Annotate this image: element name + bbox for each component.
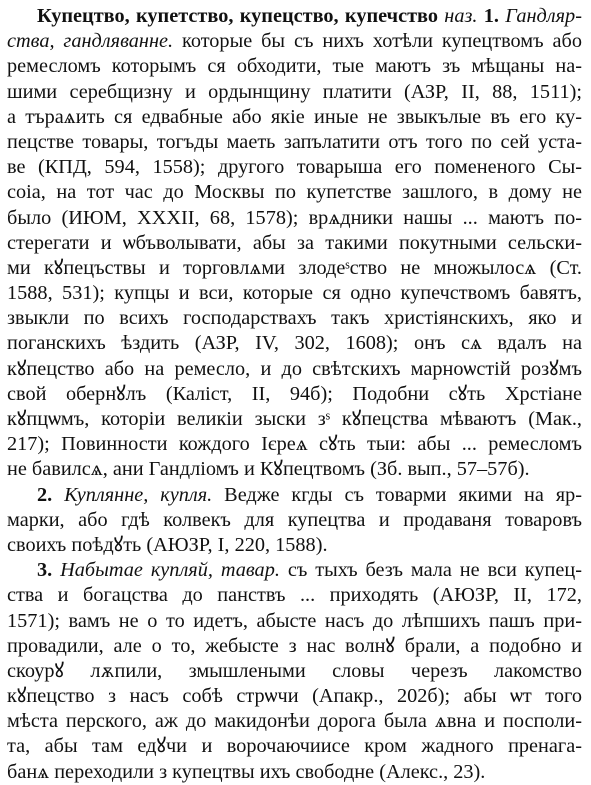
- text-line: шими серебщизну и ордынщину платити (АЗР, II, 88, 1511);: [7, 80, 582, 103]
- text-line: кꙋпцѡмъ, которіи великіи зыски зˢ кꙋпецства мѣваютъ (Мак.,: [7, 408, 582, 430]
- text-line: поганскихъ ѣздить (АЗР, IV, 302, 1608); онъ сѧ вдалъ на: [7, 332, 582, 355]
- text-line: звыкли по всихъ господарствахъ такъ христіянскихъ, яко и: [7, 307, 582, 330]
- text-line: соіа, на тот час до Москвы по купетстве зашлого, в дому не: [7, 181, 582, 204]
- sense-2-first-line: [7, 483, 582, 508]
- sense-3-first-line: [7, 558, 582, 583]
- text-line: своихъ поѣдꙋть (АЮЗР, I, 220, 1588).: [7, 533, 328, 556]
- quotation: которые бы съ нихъ хотѣли купецтвомъ або: [182, 30, 582, 53]
- text-line: ства и богацства до панствъ ... приходять (АЮЗР, II, 172,: [7, 584, 582, 607]
- quotation: Ведже кгды съ товарми якими на яр-: [224, 483, 582, 506]
- entry-first-line: [7, 4, 582, 29]
- text-line: ремесломъ которымъ ся обходити, тые маютъ зъ мѣщаны на-: [7, 55, 582, 78]
- text-line: пецстве товары, тогъды маеть запълатити отъ того по сей уста-: [7, 130, 582, 153]
- sense-gloss: Набытае купляй, тавар.: [60, 559, 280, 582]
- text-line: ве (КПД, 594, 1558); другого товарыша его помененого Сы-: [7, 156, 582, 179]
- text-line: было (ИЮМ, XXXII, 68, 1578); врѧдники нашы ... маютъ по-: [7, 206, 582, 229]
- sense-number: 2.: [37, 483, 53, 506]
- text-line: мѣста перского, аж до макидонѣи дорога была ѧвна и посполи-: [7, 710, 582, 733]
- text-line: та, абы там едꙋчи и ворочаючиисе кром жадного пренага-: [7, 735, 582, 758]
- text-line: а търаѧить ся едвабные або якіе иные не звыкълые въ его ку-: [7, 105, 582, 128]
- text-line: скоурꙋ лѫпили, змышлеными словы черезъ лакомство: [7, 659, 582, 682]
- text-line: ми кꙋпецъствы и торговлѧми злодеˢство не множылосѧ (Ст.: [7, 256, 582, 279]
- text-line: не бавилсѧ, ани Гандлiомъ и Кꙋпецтвомъ (Зб. вып., 57–57б).: [7, 458, 530, 481]
- text-line: свой обернꙋлъ (Калiст, II, 94б); Подобни сꙋть Хрстіане: [7, 382, 582, 405]
- text-line: стерегати и ѡбъволывати, абы за такими покутными сельски-: [7, 231, 582, 254]
- sense-gloss-start: Гандляр-: [505, 5, 582, 27]
- text-line: [7, 29, 582, 54]
- sense-gloss-end: ства, гандляванне.: [7, 30, 174, 53]
- text-line: кꙋпецство або на ремесло, и до свѣтскихъ марноѡстій розꙋмъ: [7, 357, 582, 380]
- text-line: марки, або гдѣ колвекъ для купецтва и продаваня товаровъ: [7, 508, 582, 531]
- text-line: банѧ переходили з купецтвы ихъ свободне (Алекс., 23).: [7, 760, 486, 783]
- headword: Купецтво, купетство, купецство, купечство: [37, 5, 438, 27]
- text-line: 1588, 531); купцы и вси, которые ся одно купечствомъ бавятъ,: [7, 282, 582, 305]
- sense-number: 1.: [483, 5, 499, 27]
- text-line: 217); Повинности кождого Ієреѧ сꙋть тыи: абы ... ремесломъ: [7, 433, 582, 456]
- text-line: кꙋпецство з насъ собѣ стрѡчи (Апакр., 202б); абы ѡт того: [7, 685, 582, 708]
- sense-number: 3.: [37, 559, 53, 582]
- dictionary-entry: [7, 4, 582, 785]
- sense-gloss: Куплянне, купля.: [64, 483, 213, 506]
- quotation: съ тыхъ безъ мала не вси купец-: [287, 559, 582, 582]
- part-of-speech: наз.: [444, 5, 478, 27]
- text-line: 1571); вамъ не о то идетъ, абысте насъ до лѣпшихъ пашъ при-: [7, 609, 582, 632]
- text-line: провадили, але о то, жебысте з нас волнꙋ брали, а подобно и: [7, 634, 582, 657]
